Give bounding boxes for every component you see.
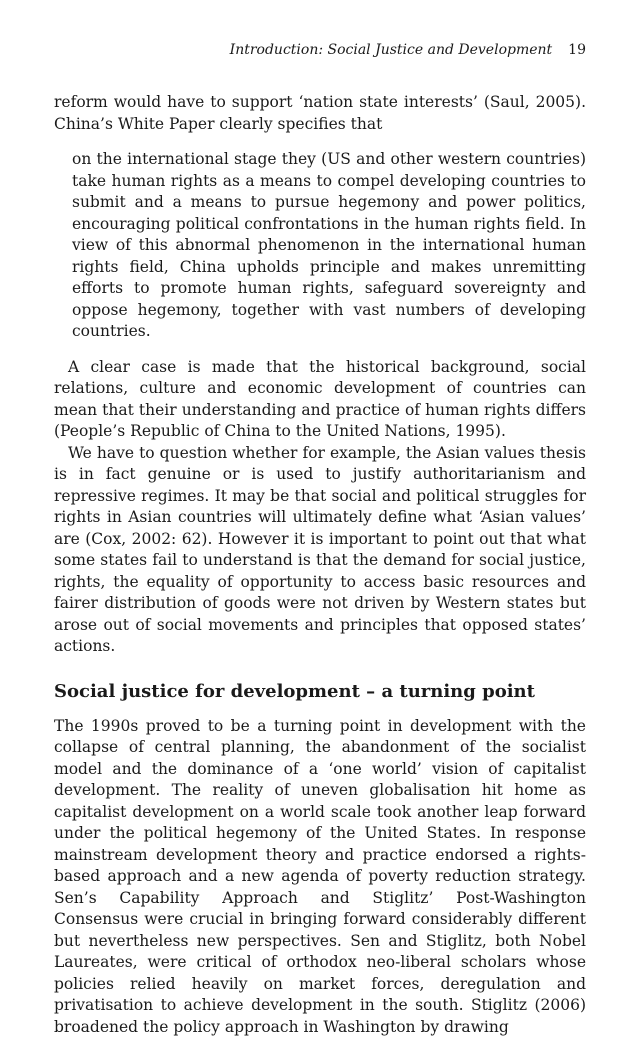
- paragraph-clear-case: A clear case is made that the historical background, social relations, culture and economic development of countries can mean that their understanding and practice of human rights differs (People’s Republic of China to the United Nations, 1995).: [54, 357, 586, 443]
- page-number: 19: [568, 40, 586, 60]
- running-header: [54, 40, 586, 60]
- block-quote: on the international stage they (US and other western countries) take human rights as a means to compel developing countries to submit and a means to pursue hegemony and power politics, encouraging political confrontations in the human rights field. In view of this abnormal phenomenon in the international human rights field, China upholds principle and makes unremitting efforts to promote human rights, safeguard sovereignty and oppose hegemony, together with vast numbers of developing countries.: [72, 149, 586, 343]
- paragraph-asian-values: We have to question whether for example, the Asian values thesis is in fact genuine or is used to justify authoritarianism and repressive regimes. It may be that social and political struggles for rights in Asian countries will ultimately define what ‘Asian values’ are (Cox, 2002: 62). However it is important to point out that what some states fail to understand is that the demand for social justice, rights, the equality of opportunity to access basic resources and fairer distribution of goods were not driven by Western states but arose out of social movements and principles that opposed states’ actions.: [54, 443, 586, 658]
- running-title: Introduction: Social Justice and Development: [230, 40, 553, 60]
- book-page: [54, 40, 586, 1025]
- paragraph-continuation: reform would have to support ‘nation state interests’ (Saul, 2005). China’s White Paper clearly specifies that: [54, 92, 586, 135]
- section-heading: Social justice for development – a turning point: [54, 680, 586, 704]
- paragraph-turning-point: The 1990s proved to be a turning point in development with the collapse of central planning, the abandonment of the socialist model and the dominance of a ‘one world’ vision of capitalist development. The reality of uneven globalisation hit home as capitalist development on a world scale took another leap forward under the political hegemony of the United States. In response mainstream development theory and practice endorsed a rights-based approach and a new agenda of poverty reduction strategy. Sen’s Capability Approach and Stiglitz’ Post-Washington Consensus were crucial in bringing forward considerably different but nevertheless new perspectives. Sen and Stiglitz, both Nobel Laureates, were critical of orthodox neo-liberal scholars whose policies relied heavily on market forces, deregulation and privatisation to achieve development in the south. Stiglitz (2006) broadened the policy approach in Washington by drawing: [54, 716, 586, 1038]
